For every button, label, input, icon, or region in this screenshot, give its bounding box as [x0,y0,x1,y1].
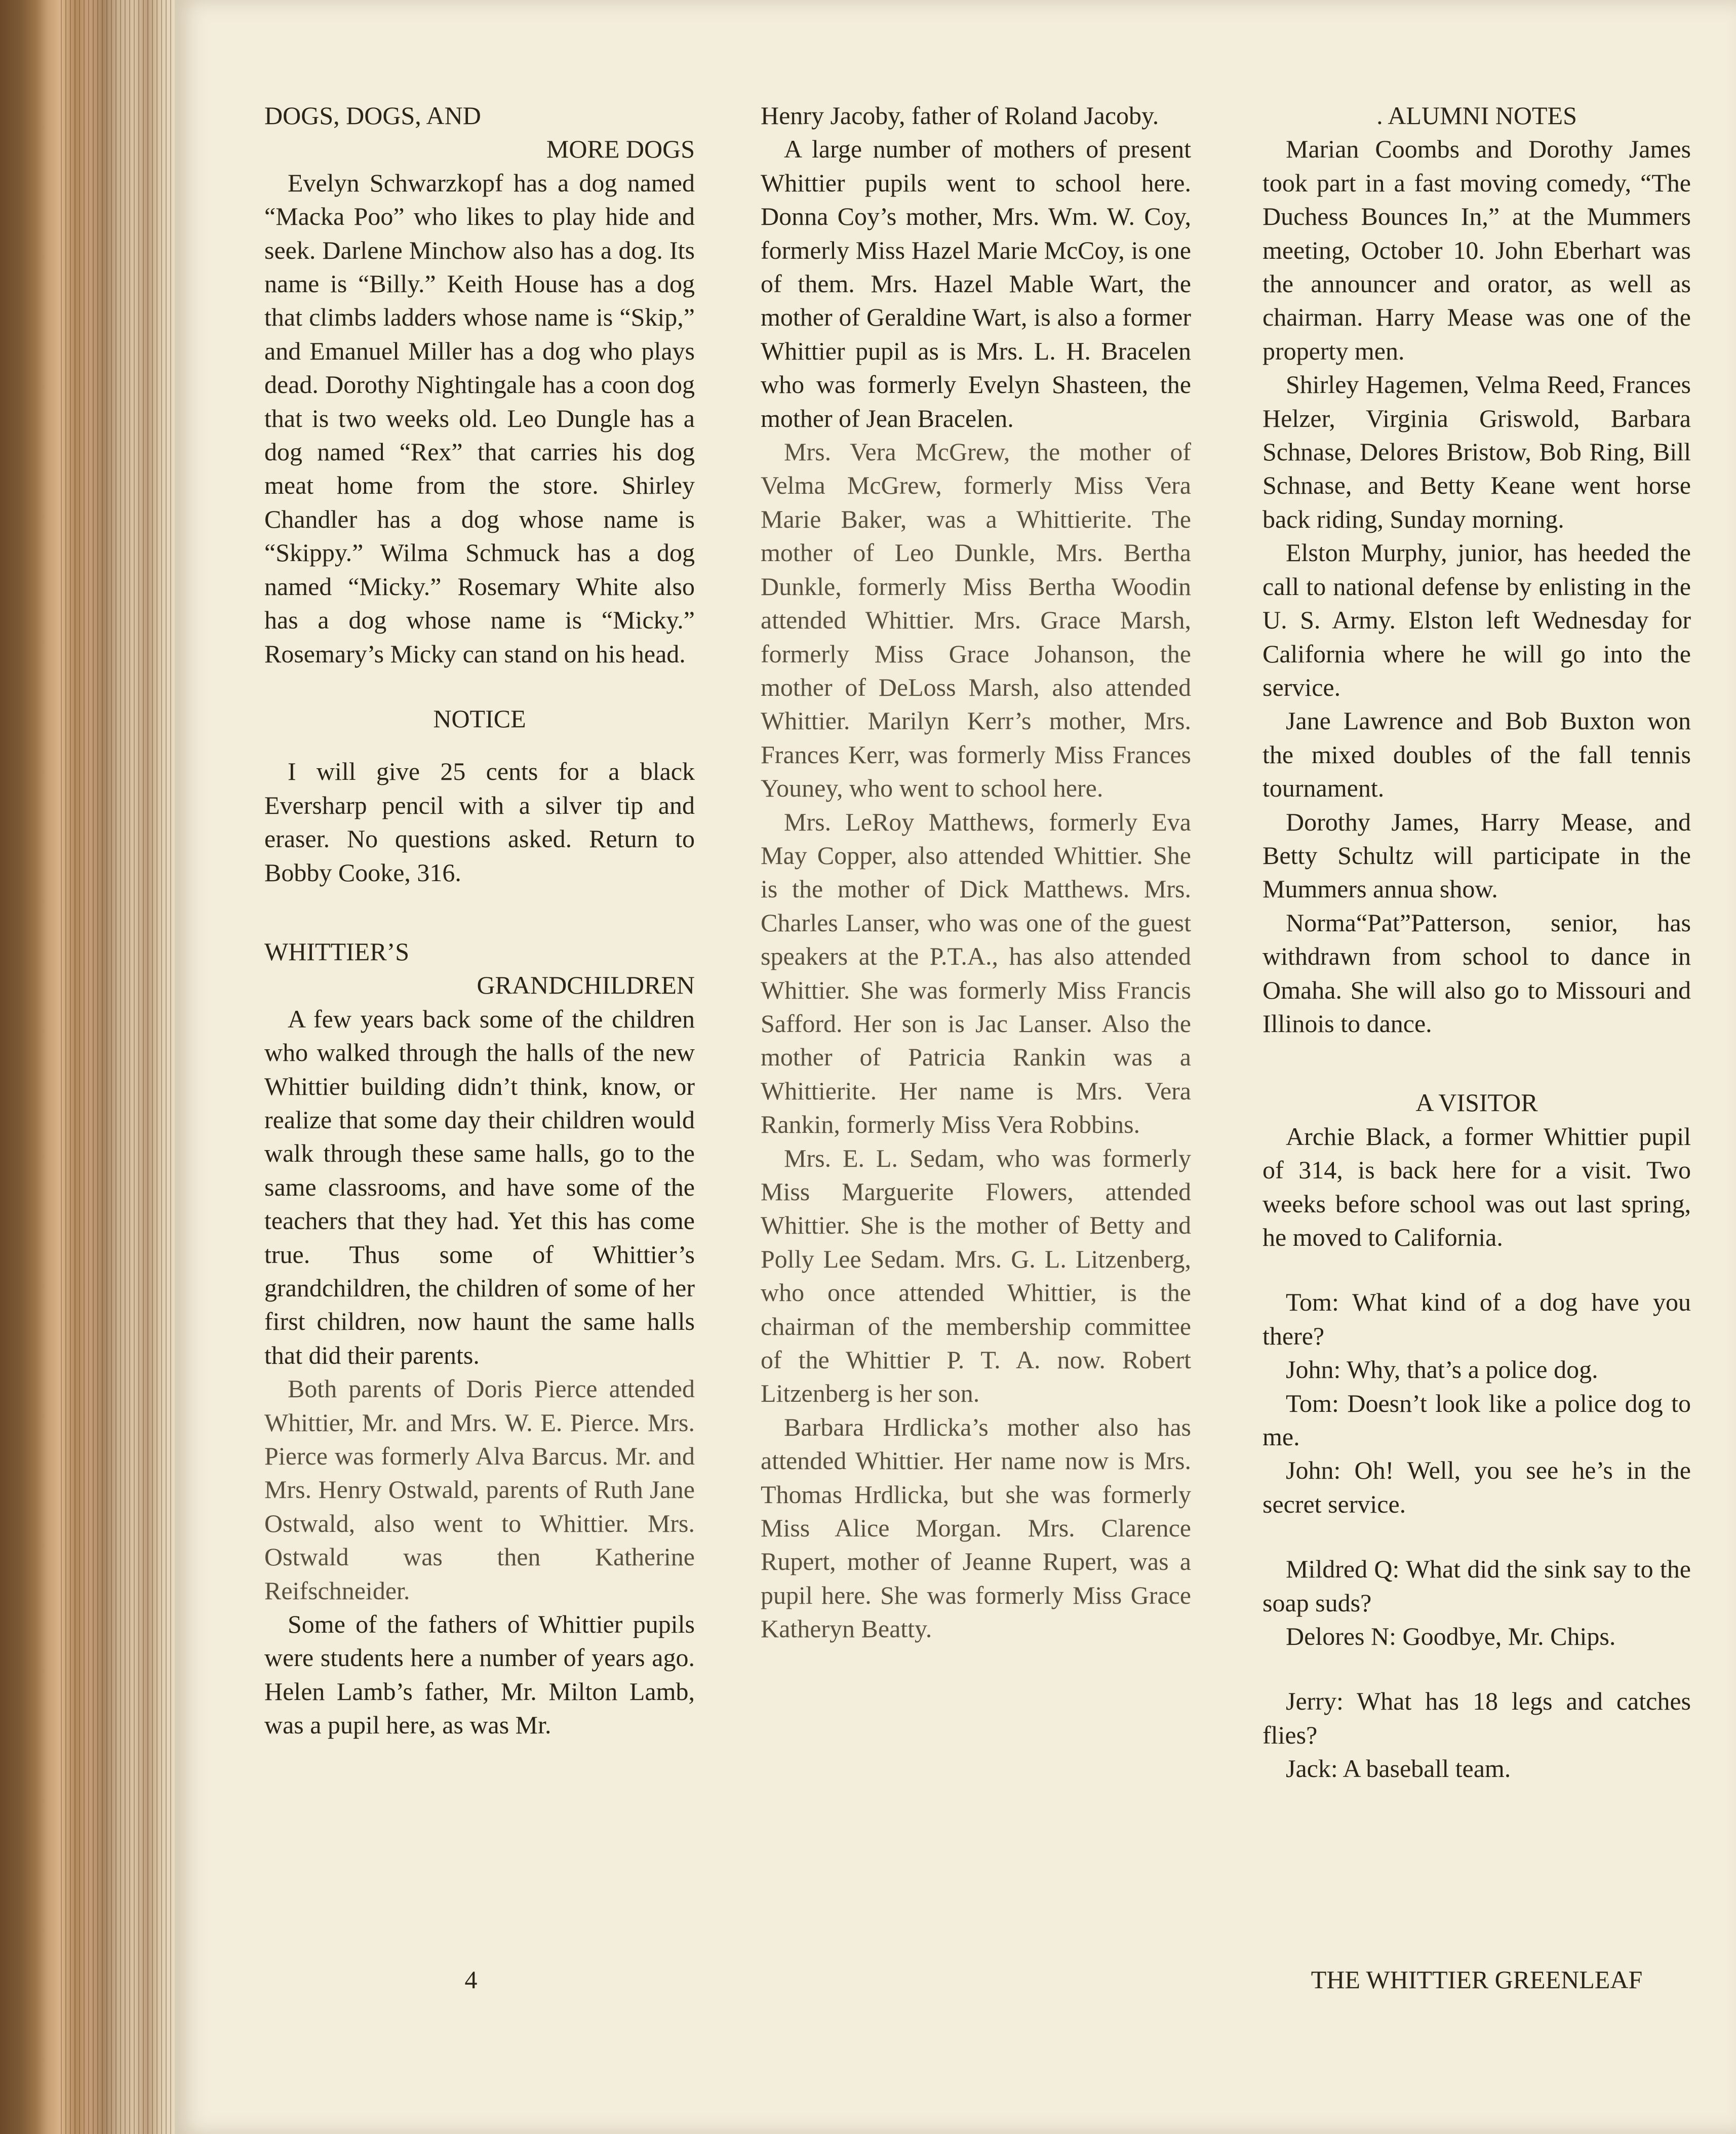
joke-sink-line1: Mildred Q: What did the sink say to the soap suds? [1262,1555,1691,1617]
article-alumni-p6: Norma“Pat”Patterson, senior, has withdrawn from school to dance in Omaha. She will also go to Missouri and Illinois to dance. [1262,908,1691,1038]
joke-baseball-line2: Jack: A baseball team. [1286,1754,1511,1783]
article-notice [264,702,695,889]
article-alumni [1262,99,1691,1040]
article-notice-body: I will give 25 cents for a black Eversharp pencil with a silver tip and eraser. No questions asked. Return to Bobby Cooke, 316. [264,757,695,887]
article-grandchildren-cont-p1: A large number of mothers of present Whittier pupils went to school here. Donna Coy’s mother, Mrs. Wm. W. Coy, formerly Miss Hazel Marie McCoy, is one of them. Mrs. Hazel Mable Wart, the mother of Geraldine Wart, is also a former Whittier pupil as is Mrs. L. H. Bracelen who was formerly Evelyn Shasteen, the mother of Jean Bracelen. [761,135,1191,432]
article-grandchildren-p1: A few years back some of the children who walked through the halls of the new Whittier building didn’t think, know, or realize that some day their children would walk through these same halls, go to the same classrooms, and have some of the teachers that they had. Yet this has come true. Thus some of Whittier’s grandchildren, the children of some of her first children, now haunt the same halls that did their parents. [264,1004,695,1369]
page-number: 4 [464,1965,478,1994]
page-edges [61,0,182,2134]
article-grandchildren-cont-p0: Henry Jacoby, father of Roland Jacoby. [761,101,1159,130]
article-grandchildren-p3: Some of the fathers of Whittier pupils were students here a number of years ago. Helen Lamb’s father, Mr. Milton Lamb, was a pupil here, as was Mr. [264,1610,695,1740]
joke-dog-line1: Tom: What kind of a dog have you there? [1262,1288,1691,1350]
headline-grandchildren-line2: GRANDCHILDREN [477,971,695,1000]
article-alumni-p5: Dorothy James, Harry Mease, and Betty Schultz will participate in the Mummers annua show. [1262,807,1691,903]
joke-sink [1262,1552,1691,1653]
article-alumni-p1: Marian Coombs and Dorothy James took part in a fast moving comedy, “The Duchess Bounces In,” at the Mummers meeting, October 10. John Eberhart was the announcer and orator, as well as chairman. Harry Mease was one of the property men. [1262,135,1691,365]
joke-dog [1262,1285,1691,1521]
article-grandchildren-p2: Both parents of Doris Pierce attended Whittier, Mr. and Mrs. W. E. Pierce. Mrs. Pierce was formerly Alva Barcus. Mr. and Mrs. Henry Ostwald, parents of Ruth Jane Ostwald, also went to Whittier. Mrs. Ostwald was then Katherine Reifschneider. [264,1374,695,1605]
column-middle [761,99,1191,1646]
joke-dog-line2: John: Why, that’s a police dog. [1286,1355,1598,1384]
column-right [1262,99,1691,1786]
column-left [264,99,695,1742]
joke-sink-line2: Delores N: Goodbye, Mr. Chips. [1286,1622,1616,1651]
headline-grandchildren-line1: WHITTIER’S [264,937,410,966]
article-grandchildren [264,935,695,1742]
joke-baseball-line1: Jerry: What has 18 legs and catches flies? [1262,1687,1691,1749]
joke-baseball [1262,1684,1691,1785]
article-alumni-p2: Shirley Hagemen, Velma Reed, Frances Helzer, Virginia Griswold, Barbara Schnase, Delores Bristow, Bob Ring, Bill Schnase, and Betty Keane went horse back riding, Sunday morning. [1262,370,1691,533]
headline-dogs-line2: MORE DOGS [546,135,695,164]
article-alumni-p4: Jane Lawrence and Bob Buxton won the mixed doubles of the fall tennis tournament. [1262,706,1691,803]
article-visitor-body: Archie Black, a former Whittier pupil of 314, is back here for a visit. Two weeks before school was out last spring, he moved to California. [1262,1122,1691,1251]
joke-dog-line3: Tom: Doesn’t look like a police dog to me. [1262,1389,1691,1451]
article-visitor [1262,1086,1691,1254]
article-grandchildren-cont-p5: Barbara Hrdlicka’s mother also has attended Whittier. Her name now is Mrs. Thomas Hrdlicka, but she was formerly Miss Alice Morgan. Mrs. Clarence Rupert, mother of Jeanne Rupert, was a pupil here. She was formerly Miss Grace Katheryn Beatty. [761,1412,1191,1643]
joke-dog-line4: John: Oh! Well, you see he’s in the secret service. [1262,1456,1691,1518]
headline-notice: NOTICE [433,704,526,733]
article-dogs-body: Evelyn Schwarzkopf has a dog named “Macka Poo” who likes to play hide and seek. Darlene Minchow also has a dog. Its name is “Billy.” Keith House has a dog that climbs ladders whose name is “Skip,” and Emanuel Miller has a dog who plays dead. Dorothy Nightingale has a coon dog that is two weeks old. Leo Dungle has a dog named “Rex” that carries his dog meat home from the store. Shirley Chandler has a dog whose name is “Skippy.” Wilma Schmuck has a dog named “Micky.” Rosemary White also has a dog whose name is “Micky.” Rosemary’s Micky can stand on his head. [264,168,695,668]
newspaper-masthead: THE WHITTIER GREENLEAF [1311,1965,1643,1994]
headline-alumni: . ALUMNI NOTES [1376,101,1577,130]
article-dogs [264,99,695,670]
headline-visitor: A VISITOR [1415,1088,1538,1117]
article-alumni-p3: Elston Murphy, junior, has heeded the call to national defense by enlisting in the U. S. Army. Elston left Wednesday for California where he will go into the service. [1262,538,1691,701]
article-grandchildren-cont-p2: Mrs. Vera McGrew, the mother of Velma McGrew, formerly Miss Vera Marie Baker, was a Whittierite. The mother of Leo Dunkle, Mrs. Bertha Dunkle, formerly Miss Bertha Woodin attended Whittier. Mrs. Grace Marsh, formerly Miss Grace Johanson, the mother of DeLoss Marsh, also attended Whittier. Marilyn Kerr’s mother, Mrs. Frances Kerr, was formerly Miss Frances Youney, who went to school here. [761,438,1191,803]
headline-dogs-line1: DOGS, DOGS, AND [264,101,481,130]
article-grandchildren-cont-p4: Mrs. E. L. Sedam, who was formerly Miss Marguerite Flowers, attended Whittier. She is the mother of Betty and Polly Lee Sedam. Mrs. G. L. Litzenberg, who once attended Whittier, is the chairman of the membership committee of the Whittier P. T. A. now. Robert Litzenberg is her son. [761,1143,1191,1408]
article-grandchildren-cont-p3: Mrs. LeRoy Matthews, formerly Eva May Copper, also attended Whittier. She is the mother of Dick Matthews. Mrs. Charles Lanser, who was one of the guest speakers at the P.T.A., has also attended Whittier. She was formerly Miss Francis Safford. Her son is Jac Lanser. Also the mother of Patricia Rankin was a Whittierite. Her name is Mrs. Vera Rankin, formerly Miss Vera Robbins. [761,807,1191,1139]
